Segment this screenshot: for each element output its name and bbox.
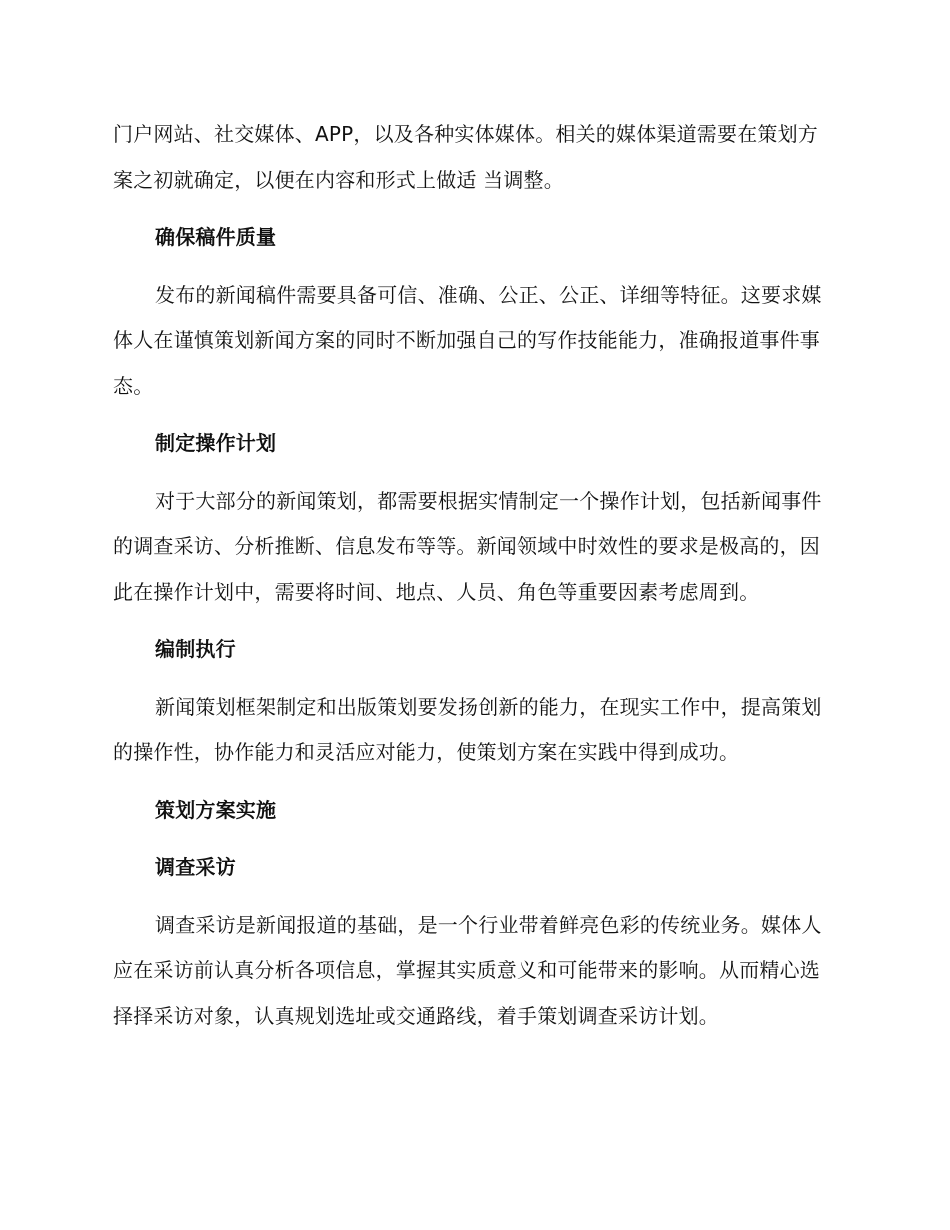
paragraph-quality: 发布的新闻稿件需要具备可信、准确、公正、公正、详细等特征。这要求媒体人在谨慎策划新闻方案的同时不断加强自己的写作技能能力，准确报道事件事态。 — [113, 282, 822, 398]
heading-plan-implementation: 策划方案实施 — [155, 797, 277, 822]
paragraph-investigation-interview: 调查采访是新闻报道的基础，是一个行业带着鲜亮色彩的传统业务。媒体人应在采访前认真分析各项信息，掌握其实质意义和可能带来的影响。从而精心选择择采访对象，认真规划选址或交通路线，着手策划调查采访计划。 — [113, 912, 822, 1028]
paragraph-media-channels: 门户网站、社交媒体、APP，以及各种实体媒体。相关的媒体渠道需要在策划方案之初就确定，以便在内容和形式上做适 当调整。 — [113, 122, 819, 192]
heading-operation-plan: 制定操作计划 — [155, 431, 277, 455]
document-body — [113, 112, 833, 1039]
heading-ensure-quality: 确保稿件质量 — [155, 225, 277, 249]
paragraph-operation-plan: 对于大部分的新闻策划，都需要根据实情制定一个操作计划，包括新闻事件的调查采访、分析推断、信息发布等等。新闻领域中时效性的要求是极高的，因此在操作计划中，需要将时间、地点、人员、角色等重要因素考虑周到。 — [113, 488, 822, 604]
heading-execution: 编制执行 — [155, 637, 236, 661]
heading-investigation-interview: 调查采访 — [155, 855, 236, 879]
paragraph-execution: 新闻策划框架制定和出版策划要发扬创新的能力，在现实工作中，提高策划的操作性，协作能力和灵活应对能力，使策划方案在实践中得到成功。 — [113, 694, 822, 764]
